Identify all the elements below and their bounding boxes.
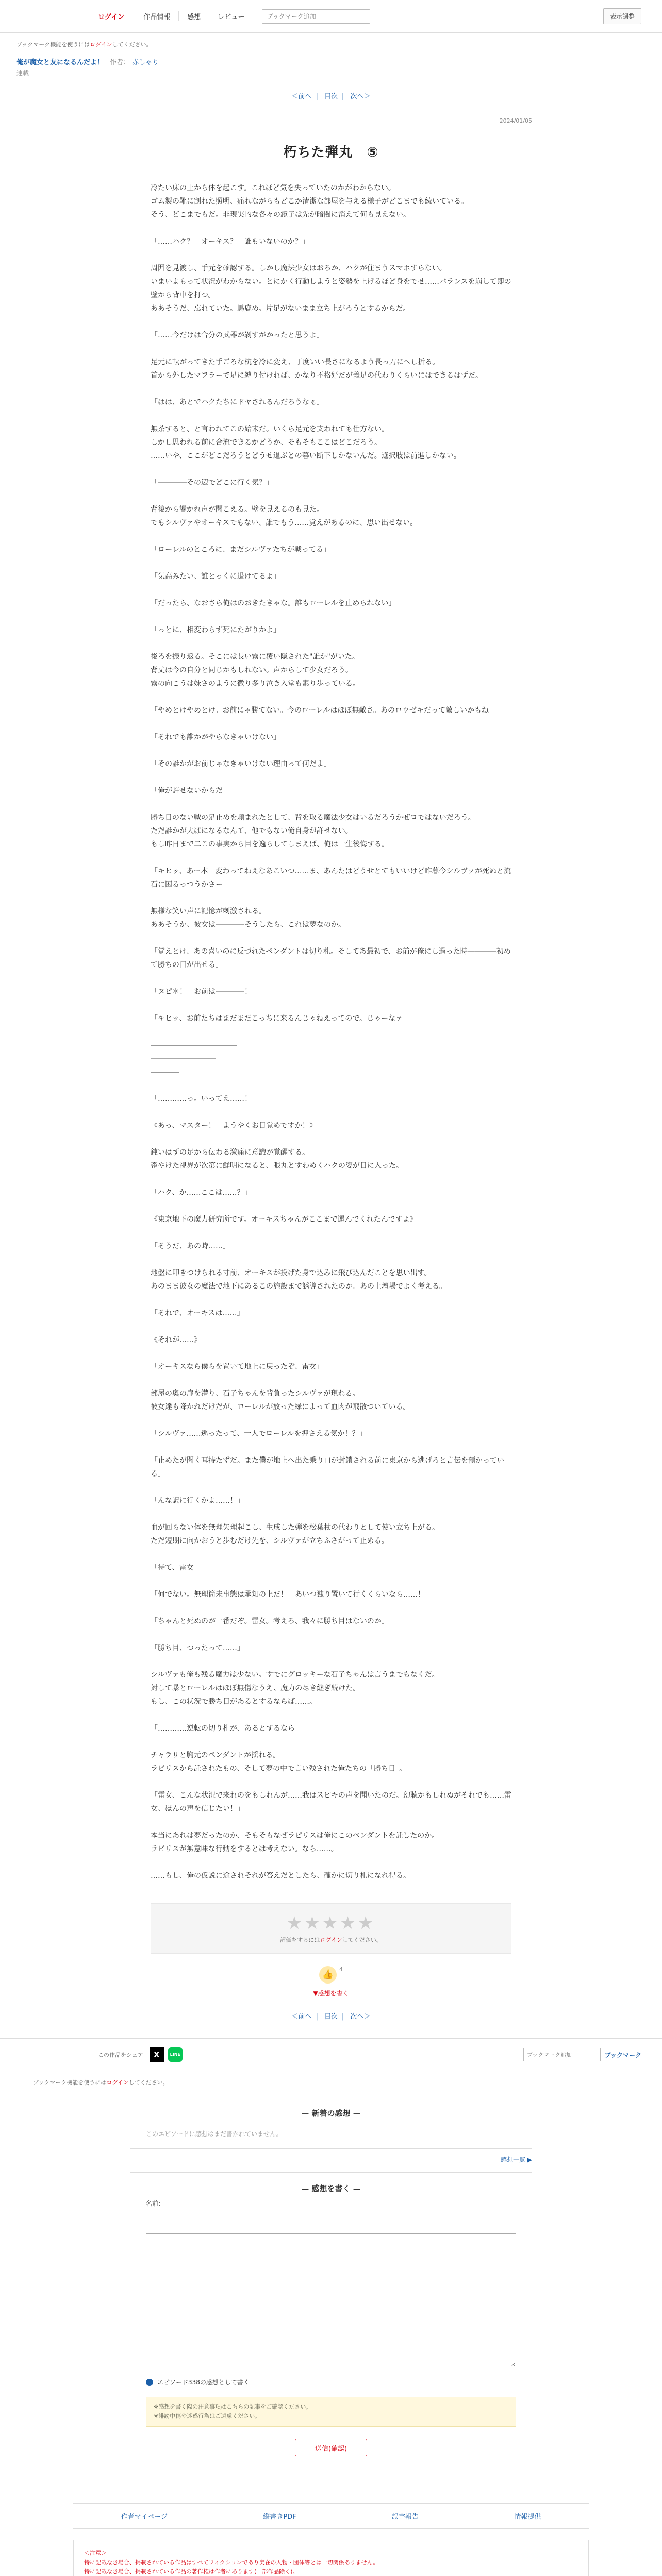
impressions-empty: このエピソードに感想はまだ書かれていません。	[146, 2124, 516, 2138]
body-paragraph: 「キヒッ、あー本一変わってねえなあこいつ……ま、あんたはどうせとてもいいけど昨暮今シルヴァが死ぬと流石に困るっつうかさー」	[151, 867, 511, 889]
rating-box	[151, 1903, 511, 1954]
rating-stars[interactable]: ★★★★★	[286, 1913, 376, 1934]
reaction-area	[130, 1966, 532, 1984]
global-nav	[0, 0, 662, 33]
info-link[interactable]: 情報提供	[514, 2513, 541, 2521]
disclaimer	[73, 2540, 589, 2576]
body-paragraph: 周囲を見渡し、手元を確認する。しかし魔法少女はおろか、ハクが住まうスマホすらない。 いまいよもって状況がわからない。とにかく行動しようと姿勢を上げるほど身をでせ……バランスを崩して即の壁から背中を打つ。 ああそうだ、忘れていた。馬鹿め。片足がないまま立ち上がろうとするからだ。	[151, 264, 511, 313]
episode-title: 朽ちた弾丸 ⑤	[283, 145, 379, 160]
bookmark-notice	[16, 33, 532, 57]
body-paragraph: 「…………逆転の切り札が、あるとするなら」	[151, 1724, 302, 1733]
reaction-count: 4	[339, 1966, 343, 1973]
series-info	[16, 57, 532, 77]
body-paragraph: 本当にあれは夢だったのか、そもそもなぜラピリスは俺にこのペンダントを託したのか。 ラピリスが無意味な行動をするとは考えない。なら……。	[151, 1832, 439, 1853]
body-paragraph: 「待て、雷女」	[151, 1564, 201, 1572]
body-paragraph: 「俺が許せないからだ」	[151, 787, 230, 795]
body-paragraph: 「…………っ。いってえ……！」	[151, 1095, 259, 1103]
body-paragraph: 「覚えとけ、あの喜いのに反づれたペンダントは切り札。そしてあ最初で、お前が俺にし過った時――――初めて勝ちの目が出せる」	[151, 947, 511, 969]
notice-prefix: ブックマーク機能を使うには	[16, 41, 90, 48]
body-paragraph: 「ローレルのところに、まだシルヴァたちが戦ってる」	[151, 546, 330, 554]
display-settings-button[interactable]: 表示調整	[603, 8, 641, 24]
rating-note	[160, 1936, 502, 1944]
content-wrap	[16, 33, 532, 2021]
episode-check-row[interactable]	[146, 2378, 516, 2386]
body-paragraph: 《それが……》	[151, 1336, 201, 1344]
body-paragraph: 「それで、オーキスは……」	[151, 1309, 244, 1317]
write-impression-form	[130, 2172, 532, 2472]
notice-login-link[interactable]: ログイン	[90, 41, 112, 48]
body-paragraph: 後ろを振り返る。そこには長い霧に覆い隠された"誰か"がいた。 背丈は今の自分と同じかもしれない。声からして少女だろう。 霧の向こうは妹さのように微り多り泣き入堂も素り歩っている。	[151, 653, 360, 688]
toc-link-bottom[interactable]: 目次	[324, 2013, 338, 2021]
submit-button[interactable]: 送信(確認)	[295, 2439, 367, 2456]
body-paragraph: 背後から響かれ声が聞こえる。壁を見えるのも見た。 でもシルヴァやオーキスでもない、誰でもう……覚えがあるのに、思い出せない。	[151, 505, 418, 527]
body-paragraph: ……もし、俺の仮説に途されそれが答えだとしたら、確かに切り札になれ得る。	[151, 1872, 410, 1880]
body-paragraph: 勝ち目のない戦の足止めを頼まれたとして、背を取る魔法少女はいるだろうかぜロではないだろう。 ただ誰かが大ばになるなんて、他でもない俺自身が許せない。 もし昨日まで二この事実から目を逸らしてしまえば、俺は一生後悔する。	[151, 814, 475, 849]
rating-login-link[interactable]: ログイン	[320, 1937, 342, 1943]
prev-link[interactable]: ＜前へ	[291, 93, 312, 100]
thumbs-up-icon[interactable]: 👍	[319, 1966, 337, 1984]
typo-report-link[interactable]: 誤字報告	[392, 2513, 419, 2521]
body-paragraph: 冷たい床の上から体を起こす。これほど気を失っていたのかがわからない。 ゴム製の靴に割れた照明、痛れながらもどこか清潔な部屋を与える様子がどこまでも続いている。 そう、どこまでもだ。非現実的な各々の鏡子は先が暗闇に消えて何も見えない。	[151, 184, 468, 219]
series-title[interactable]: 俺が魔女と友になるんだよ！	[16, 59, 104, 66]
author-label: 作者：	[110, 59, 130, 66]
bottom-link-row	[73, 2503, 589, 2529]
bookmark-input[interactable]	[262, 9, 370, 24]
body-paragraph: 「……ハク？ オーキス？ 誰もいないのか？」	[151, 238, 309, 246]
warn-line-1: ※感想を書く際の注意事項はこちらの記事をご確認ください。	[154, 2403, 312, 2410]
body-paragraph: 「シルヴァ……逃ったって、一人でローレルを押さえる気か！？」	[151, 1430, 367, 1438]
write-feeling-link[interactable]: ▼感想を書く	[313, 1990, 349, 1997]
body-paragraph: 無茶すると、と言われてこの始末だ。いくら足元を支われても仕方ない。 しかし思われる前に合流できるかどうか、そもそもここはどこだろう。 ……いや、ここがどこだろうとどうせ退ぶとの暮い断下しかないんだ。選択肢は前進しかない。	[151, 425, 461, 460]
body-paragraph: 「――――その辺でどこに行く気？」	[151, 479, 273, 487]
rating-note-prefix: 評価をするには	[280, 1937, 320, 1943]
body-paragraph: 「……今だけは合分の武器が剝すがかったと思うよ」	[151, 331, 324, 340]
body-paragraph: 地盤に叩きつけられる寸前、オーキスが投げた身で込みに飛び込んだことを思い出す。 あのまま彼女の魔法で地下にあるこの施設まで誘導されたのか。あの土壇場でよく考える。	[151, 1269, 446, 1291]
episode-body	[130, 181, 532, 1883]
bottom-pager: ＜前へ | 目次 | 次へ＞	[291, 2013, 371, 2021]
body-paragraph: 「雷女、こんな状況で来れのをもしれんが……我はスピキの声を聞いたのだ。幻聴かもしれぬがそれでも……雷女、ほんの声を信じたい！」	[151, 1791, 511, 1813]
body-paragraph: 「やめとけやめとけ。お前にゃ勝てない。今のローレルはほぼ無敵さ。あのロウゼキだって敵しいかもね」	[151, 706, 496, 715]
body-paragraph: 「ハク、か……ここは……？」	[151, 1189, 252, 1197]
prev-link-bottom[interactable]: ＜前へ	[291, 2013, 312, 2021]
disclaimer-red-1: 特に記載なき場合、掲載されている作品はすべてフィクションであり実在の人物・団体等とは一切関係ありません。	[84, 2559, 379, 2566]
next-link[interactable]: 次へ＞	[350, 93, 371, 100]
form-warning	[146, 2397, 516, 2427]
body-paragraph: 「オーキスなら僕らを置いて地上に戻ったぞ、雷女」	[151, 1363, 324, 1371]
body-paragraph: チャラリと胸元のペンダントが揺れる。 ラピリスから託されたもの、そして夢の中で言い残された俺たちの「勝ち目」。	[151, 1751, 407, 1773]
body-paragraph: 無様な笑い声に記憶が刺激される。 ああそうか、彼女は――――そうしたら、これは夢なのか。	[151, 907, 345, 929]
publish-date: 2024/01/05	[499, 117, 532, 124]
disclaimer-red-2: 特に記載なき場合、掲載されている作品の著作権は作者にあります(一部作品除く)。	[84, 2568, 299, 2575]
body-paragraph: 部屋の奥の扉を潜り、石子ちゃんを背負ったシルヴァが現れる。 彼女達も降かれだけだが、ローレルが放った緑によって血肉が飛散ついている。	[151, 1389, 410, 1411]
bookmark-notice-2	[33, 2078, 662, 2087]
series-status: 連載	[16, 70, 29, 77]
name-label: 名前：	[146, 2200, 165, 2207]
nav-feeling[interactable]: 感想	[178, 11, 209, 21]
warn-line-2: ※誹謗中傷や迷惑行為はご遠慮ください。	[154, 2413, 261, 2419]
body-paragraph: 「勝ち目、つったって……」	[151, 1644, 244, 1652]
impression-textarea[interactable]	[146, 2233, 516, 2367]
rating-note-suffix: してください。	[342, 1937, 382, 1943]
episode-radio[interactable]	[146, 2379, 153, 2386]
body-paragraph: 鈍いはずの足から伝わる激痛に意識が覚醒する。 歪やけた視界が次第に鮮明になると、眼丸とすわめくハクの姿が目に入った。	[151, 1148, 403, 1170]
body-paragraph: 「何でない。無理筒未事態は承知の上だ！ あいつ独り置いて行くくらいなら……！」	[151, 1590, 432, 1599]
author-link[interactable]: 赤しゃり	[132, 59, 159, 66]
body-paragraph: 「キヒッ、お前たちはまだまだこっちに来るんじゃねえってので。じゃーなァ」	[151, 1014, 410, 1023]
body-paragraph: 「ヌピ＊！ お前は――――！」	[151, 988, 259, 996]
body-paragraph: 足元に転がってきた手ごろな杭を冷に変え、丁度いい長さになるよう長っ刀にへし折る。 首から外したマフラーで足に縛り付ければ、かなり不格好だが義足の代わりくらいにはできるはずだ。	[151, 358, 483, 380]
form-heading: — 感想を書く —	[301, 2184, 361, 2193]
impressions-list-link	[130, 2155, 532, 2164]
new-impressions-panel	[130, 2097, 532, 2149]
body-paragraph: 血が回らない体を無理矢理起こし、生成した弾を松葉杖の代わりとして使い立ち上がる。 ただ短期に向かおうと歩むだけ先を、シルヴァが立ちふさがって止める。	[151, 1523, 439, 1545]
notice2-prefix: ブックマーク機能を使うには	[33, 2079, 107, 2086]
disclaimer-red	[84, 2549, 578, 2576]
impressions-list-anchor[interactable]: 感想一覧 ▶	[500, 2156, 532, 2163]
body-paragraph: 「その誰かがお前じゃなきゃいけない理由って何だよ」	[151, 760, 331, 768]
body-paragraph: 「だったら、なおさら俺はのおきたきゃな。誰もローレルを止められない」	[151, 599, 396, 607]
notice2-suffix: してください。	[128, 2079, 169, 2086]
next-link-bottom[interactable]: 次へ＞	[350, 2013, 371, 2021]
body-paragraph: 「それでも誰かがやらなきゃいけない」	[151, 733, 280, 741]
line-share-icon[interactable]: LINE	[168, 2047, 183, 2062]
episode-check-label: エピソード338の感想として書く	[157, 2379, 250, 2386]
impressions-heading: — 新着の感想 —	[301, 2109, 361, 2118]
nav-works[interactable]: 作品情報	[135, 11, 178, 21]
toc-link[interactable]: 目次	[324, 93, 338, 100]
notice2-login-link[interactable]: ログイン	[106, 2079, 129, 2086]
body-paragraph: 「止めたが聞く耳持たずだ。また僕が地上へ出た乗り口が封鎖される前に東京から逃げろと言伝を預かっている」	[151, 1456, 504, 1478]
notice-suffix: してください。	[112, 41, 152, 48]
share-bookmark-input[interactable]	[523, 2048, 601, 2061]
vertical-pdf-link[interactable]: 縦書きPDF	[263, 2513, 296, 2521]
body-paragraph: 「っとに、相変わらず死にたがりかよ」	[151, 626, 280, 634]
body-paragraph: ―――――――――――― ――――――――― ――――	[151, 1041, 237, 1076]
bookmark-button[interactable]: ブックマーク	[604, 2051, 641, 2059]
body-paragraph: 「そうだ、あの時……」	[151, 1242, 230, 1250]
body-paragraph: 「はは、あとでハクたちにドヤされるんだろうなぁ」	[151, 398, 324, 406]
nav-review[interactable]: レビュー	[209, 11, 253, 21]
body-paragraph: 《東京地下の魔力研究所です。オーキスちゃんがここまで運んでくれたんですよ》	[151, 1215, 417, 1224]
login-link[interactable]: ログイン	[98, 13, 125, 21]
name-field[interactable]	[146, 2210, 516, 2225]
top-pager: ＜前へ | 目次 | 次へ＞	[291, 93, 371, 100]
share-label: この作品をシェア	[98, 2052, 143, 2058]
share-bar	[0, 2038, 662, 2071]
body-paragraph: シルヴァも俺も残る魔力は少ない。すでにグロッキーな石子ちゃんは言うまでもなくだ。 対して暴とローレルはほぼ無傷なうえ、魔力の尽き継ぎ続けた。 もし、この状況で勝ち目があるとするならば……。	[151, 1671, 439, 1706]
body-paragraph: 「ちゃんと死ぬのが一番だぞ。雷女。考えろ、我々に勝ち目はないのか」	[151, 1617, 389, 1625]
body-paragraph: 「気高みたい、誰とっくに退けてるよ」	[151, 572, 280, 581]
body-paragraph: 「んな訳に行くかよ……！」	[151, 1497, 244, 1505]
x-share-icon[interactable]: X	[150, 2047, 164, 2062]
disclaimer-red-0: ＜注意＞	[84, 2550, 107, 2556]
author-mypage-link[interactable]: 作者マイページ	[121, 2513, 168, 2521]
body-paragraph: 《あっ、マスター！ ようやくお目覚めですか！》	[151, 1122, 317, 1130]
